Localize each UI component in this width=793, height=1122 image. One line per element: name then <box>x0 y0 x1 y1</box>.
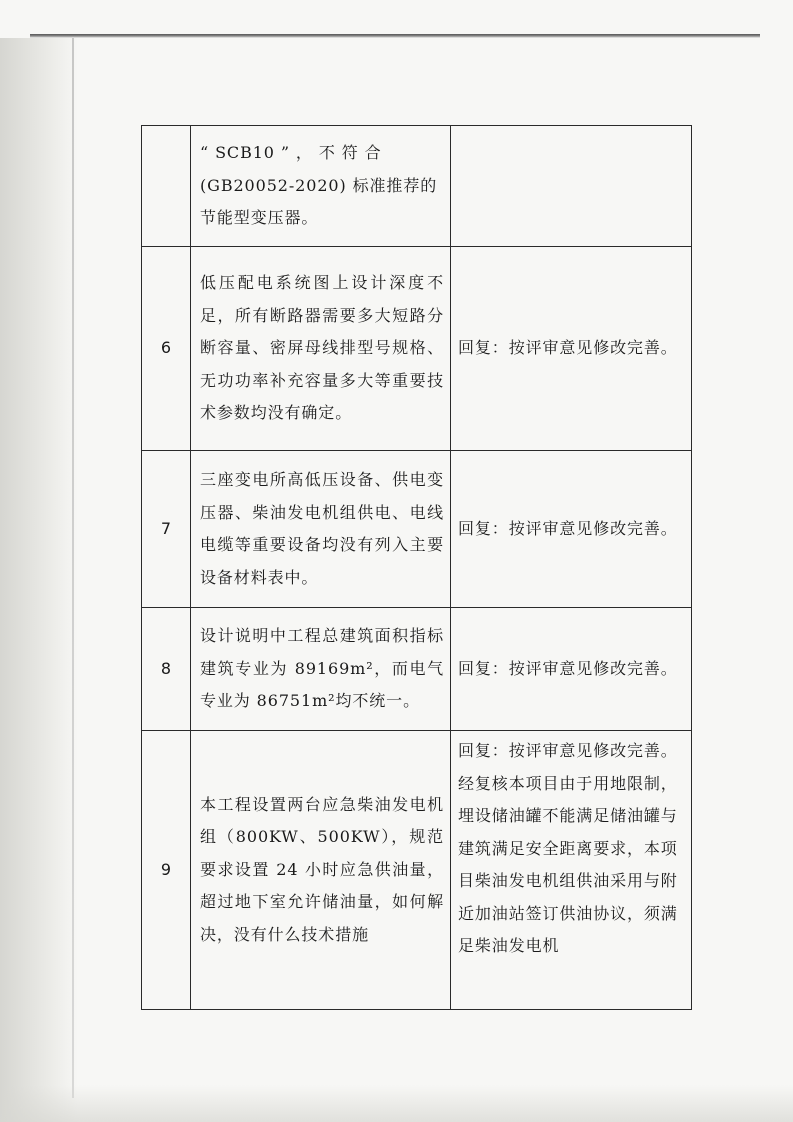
scan-shadow-bottom <box>0 1085 793 1122</box>
scan-edge-top <box>30 34 760 38</box>
review-issue-text: 设计说明中工程总建筑面积指标建筑专业为 89169m²，而电气专业为 86751m²均不统一。 <box>191 608 451 731</box>
review-issue-text: 三座变电所高低压设备、供电变压器、柴油发电机组供电、电线电缆等重要设备均没有列入主要设备材料表中。 <box>191 451 451 608</box>
row-number: 8 <box>142 608 191 731</box>
scan-shadow-left <box>0 38 78 1122</box>
table-row <box>142 608 692 731</box>
row-number <box>142 126 191 247</box>
review-issue-text: “ SCB10 ” ， 不 符 合 (GB20052-2020) 标准推荐的节能型变压器。 <box>191 126 451 247</box>
review-reply-text: 回复：按评审意见修改完善。经复核本项目由于用地限制，埋设储油罐不能满足储油罐与建筑满足安全距离要求，本项目柴油发电机组供油采用与附近加油站签订供油协议，须满足柴油发电机 <box>451 731 692 1010</box>
table-row <box>142 247 692 451</box>
row-number: 7 <box>142 451 191 608</box>
review-reply-text: 回复：按评审意见修改完善。 <box>451 608 692 731</box>
scan-edge-left <box>72 38 74 1098</box>
review-issue-text: 低压配电系统图上设计深度不足，所有断路器需要多大短路分断容量、密屏母线排型号规格、无功功率补充容量多大等重要技术参数均没有确定。 <box>191 247 451 451</box>
row-number: 9 <box>142 731 191 1010</box>
table-row <box>142 126 692 247</box>
table-row <box>142 731 692 1010</box>
review-issue-text: 本工程设置两台应急柴油发电机组（800KW、500KW），规范要求设置 24 小时应急供油量，超过地下室允许储油量，如何解决，没有什么技术措施 <box>191 731 451 1010</box>
review-reply-text <box>451 126 692 247</box>
review-reply-text: 回复：按评审意见修改完善。 <box>451 451 692 608</box>
review-comments-table <box>141 125 692 1010</box>
review-reply-text: 回复：按评审意见修改完善。 <box>451 247 692 451</box>
table-row <box>142 451 692 608</box>
row-number: 6 <box>142 247 191 451</box>
